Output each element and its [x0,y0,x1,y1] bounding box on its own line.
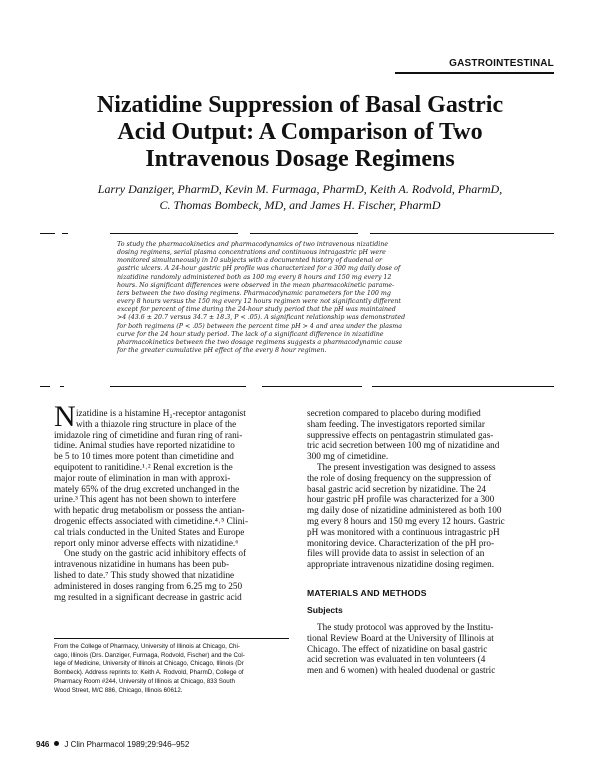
body-line: with a thiazole ring structure in place of the [76,418,237,429]
body-line: tric acid secretion between 100 mg of nizatidine and [307,440,500,451]
body-line: mg every 8 hours and 150 mg every 12 hours. Gastric [307,515,505,526]
section-rule [395,72,554,74]
body-line: urine.³ This agent has not been shown to interfere [54,494,236,505]
dropcap-letter: N [54,400,76,433]
journal-reference: J Clin Pharmacol 1989;29:946–952 [64,740,190,749]
subsection-heading-subjects: Subjects [307,605,343,615]
body-line: mg daily dose of nizatidine administered as both 100 [307,505,502,516]
body-line: tional Review Board at the University of Illinois at [307,632,494,643]
body-line: men and 6 women) with healed duodenal or gastric [307,665,496,676]
abstract-line: every 8 hours versus the 150 mg every 12 hours regimen were not significantly different [117,298,401,306]
body-line: imidazole ring of cimetidine and furan ring of rani- [54,429,243,440]
footnote-rule [54,638,289,639]
body-line: secretion compared to placebo during modified [307,408,481,418]
body-line: intravenous nizatidine in humans has been pub- [54,559,230,570]
abstract-line: ters between the two dosing regimens. Pharmacodynamic parameters for the 100 mg [117,289,391,297]
section-label: GASTROINTESTINAL [449,58,554,69]
author-list [40,181,560,213]
abstract-line: pharmacokinetics between the two dosage regimens suggests a pharmacodynamic cause [117,338,403,346]
body-line: the role of dosing frequency on the suppression of [307,472,492,483]
abstract [117,241,490,355]
body-line: cal trials conducted in the United States and Europe [54,526,245,537]
body-line: tidine. Animal studies have reported nizatidine to [54,440,235,451]
title-line: Acid Output: A Comparison of Two [117,119,483,145]
abstract-line: To study the pharmacokinetics and pharmacodynamics of two intravenous nizatidine [117,241,389,248]
body-line: acid secretion was evaluated in ten volunteers (4 [307,654,486,665]
body-line: drogenic effects associated with cimetidine.⁴˒⁵ Clini- [54,515,249,526]
body-line: administered in doses ranging from 6.25 mg to 250 [54,580,243,591]
section-heading-methods: MATERIALS AND METHODS [307,588,427,598]
page-number: 946 [36,740,50,749]
body-line: pH was monitored with a continuous intragastric pH [307,526,500,537]
abstract-line: monitored simultaneously in 10 subjects with a documented history of duodenal or [117,257,383,265]
body-line: One study on the gastric acid inhibitory effects of [64,548,247,559]
title-line: Nizatidine Suppression of Basal Gastric [96,92,504,118]
abstract-line: hours. No significant differences were observed in the mean pharmacokinetic parame- [117,281,395,289]
footnote-line: Wood Street, M/C 886, Chicago, Illinois 60612. [54,686,183,694]
body-line: mg resulted in a significant decrease in gastric acid [54,591,242,602]
body-line: be 5 to 10 times more potent than cimetidine and [54,451,234,462]
right-column-intro [307,408,547,570]
body-line: sham feeding. The investigators reported similar [307,418,485,429]
author-line: C. Thomas Bombeck, MD, and James H. Fischer, PharmD [159,198,441,212]
footnote-line: Pharmacy Room #244, University of Illinois at Chicago, 833 South [54,677,235,685]
body-line: report only minor adverse effects with nizatidine.⁶ [54,537,239,548]
body-line: major route of elimination in man with approxi- [54,472,231,483]
article-title [40,92,560,173]
body-line: The study protocol was approved by the Institu- [317,622,494,632]
footnote-line: cago, Illinois (Drs. Danziger, Furmaga, Rodvold, Fischer) and the Col- [54,651,245,659]
right-column-subjects [307,622,547,676]
title-line: Intravenous Dosage Regimens [145,146,455,172]
body-line: hour gastric pH profile was characterized for a 300 [307,494,495,505]
bullet-icon [54,741,59,746]
abstract-line: curve for the 24 hour study period. The lack of a significant difference in nizatidine [117,330,384,338]
body-line: 300 mg of cimetidine. [307,451,389,462]
body-line: with hepatic drug metabolism or possess the antian- [54,505,245,516]
abstract-line: dosing regimens, serial plasma concentrations and continuous intragastric pH were [117,249,386,257]
abstract-line: except for percent of time during the 24-hour study period that the pH was maintained [117,306,396,314]
body-line: files will provide data to assist in selection of an [307,548,485,559]
body-line: monitoring device. Characterization of the pH pro- [307,537,495,548]
body-line: basal gastric acid secretion by nizatidine. The 24 [307,483,486,494]
abstract-line: gastric ulcers. A 24-hour gastric pH profile was characterized for a 300 mg daily dose of [117,265,401,273]
abstract-line: nizatidine randomly administered both as 100 mg every 8 hours and 150 mg every 12 [117,273,392,281]
body-line: izatidine is a histamine H₂-receptor antagonist [76,408,246,418]
footnote-line: lege of Medicine, University of Illinois at Chicago, Chicago, Illinois (Dr [54,660,244,668]
body-line: The present investigation was designed to assess [317,461,496,472]
body-line: lished to date.⁷ This study showed that nizatidine [54,569,235,580]
page-footer [36,740,189,749]
body-line: appropriate intravenous nizatidine dosing regimen. [307,559,495,570]
body-line: mately 65% of the drug excreted unchanged in the [54,483,240,494]
left-column [54,408,289,602]
footnote-line: Bombeck). Address reprints to: Keith A. Rodvold, PharmD, College of [54,669,244,677]
footnote-line: From the College of Pharmacy, University of Illinois at Chicago, Chi- [54,643,240,650]
body-line: Chicago. The effect of nizatidine on basal gastric [307,643,488,654]
body-line: equipotent to ranitidine.¹˒² Renal excretion is the [54,461,233,472]
abstract-line: for the greater cumulative pH effect of the every 8 hour regimen. [117,347,327,355]
abstract-line: for both regimens (P < .05) between the percent time pH > 4 and area under the plasma [117,322,402,330]
author-line: Larry Danziger, PharmD, Kevin M. Furmaga, PharmD, Keith A. Rodvold, PharmD, [97,182,503,196]
abstract-line: >4 (43.6 ± 20.7 versus 34.7 ± 18.3, P < .05). A significant relationship was demonstrated [117,314,406,322]
affiliation-footnote [54,643,294,695]
body-line: suppressive effects on pentagastrin stimulated gas- [307,429,494,440]
